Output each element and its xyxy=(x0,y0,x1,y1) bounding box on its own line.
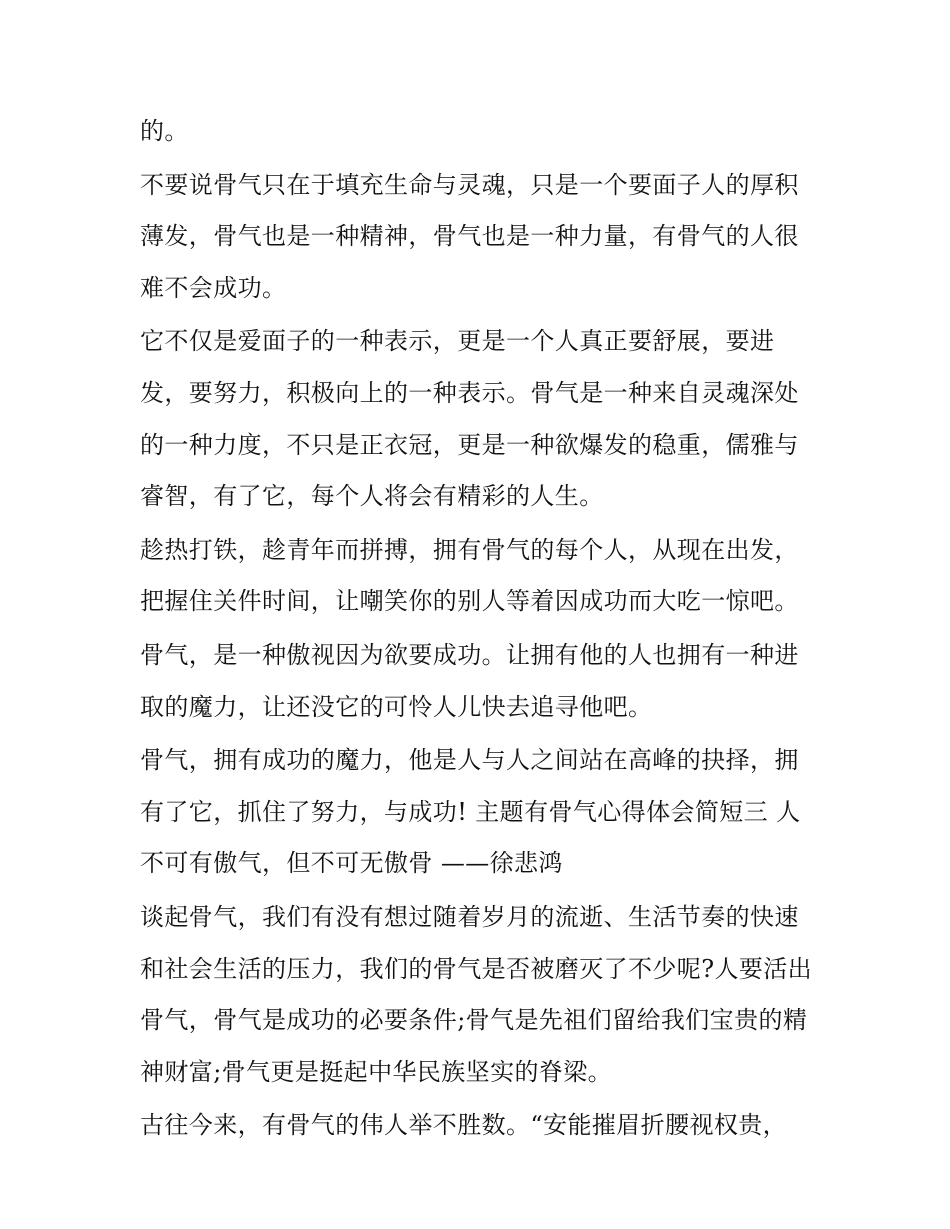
paragraph-1: 的。 xyxy=(140,117,189,145)
paragraph-6: 骨气，拥有成功的魔力，他是人与人之间站在高峰的抉择，拥有了它，抓住了努力，与成功! 主题有骨气心得体会简短三 人不可有傲气，但不可无傲骨 ——徐悲鸿 xyxy=(140,746,801,878)
paragraph-7: 谈起骨气，我们有没有想过随着岁月的流逝、生活节奏的快速和社会生活的压力，我们的骨气是否被磨灭了不少呢?人要活出骨气，骨气是成功的必要条件;骨气是先祖们留给我们宝贵的精神财富;骨气更是挺起中华民族坚实的脊梁。 xyxy=(140,902,813,1086)
paragraph-2: 不要说骨气只在于填充生命与灵魂，只是一个要面子人的厚积薄发，骨气也是一种精神，骨气也是一种力量，有骨气的人很难不会成功。 xyxy=(140,170,799,302)
paragraph-8: 古往今来，有骨气的伟人举不胜数。“安能摧眉折腰视权贵， xyxy=(140,1111,788,1140)
document-body xyxy=(140,106,820,1154)
paragraph-4: 趁热打铁，趁青年而拼搏，拥有骨气的每个人，从现在出发，把握住关件时间，让嘲笑你的别人等着因成功而大吃一惊吧。 xyxy=(140,535,799,616)
paragraph-5: 骨气，是一种傲视因为欲要成功。让拥有他的人也拥有一种进取的魔力，让还没它的可怜人儿快去追寻他吧。 xyxy=(140,640,799,721)
paragraph-3: 它不仅是爱面子的一种表示，更是一个人真正要舒展，要进发，要努力，积极向上的一种表示。骨气是一种来自灵魂深处的一种力度，不只是正衣冠，更是一种欲爆发的稳重，儒雅与睿智，有了它，每个人将会有精彩的人生。 xyxy=(140,327,799,511)
